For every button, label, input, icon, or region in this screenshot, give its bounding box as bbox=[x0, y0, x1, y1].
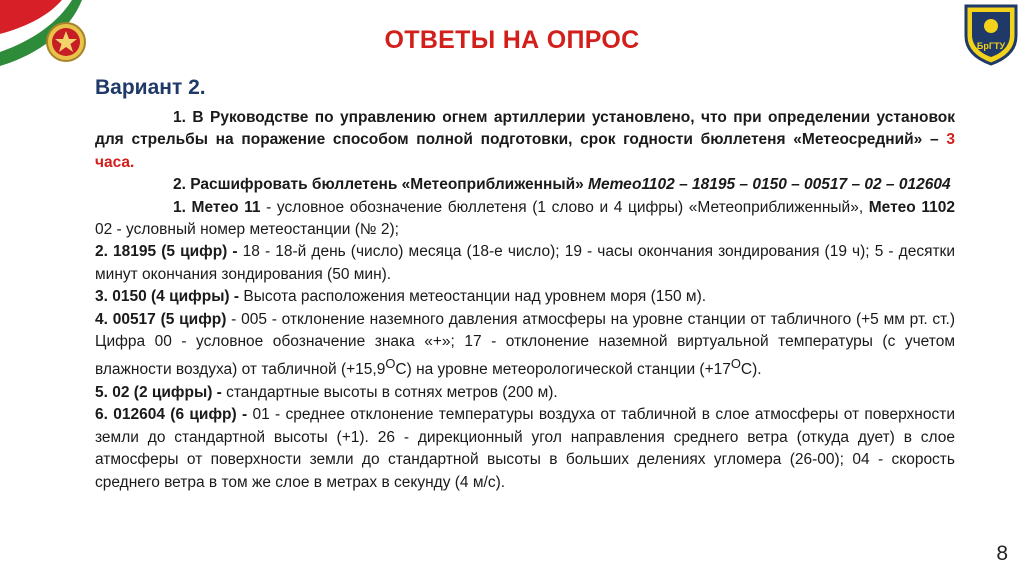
item-4-text-3: С). bbox=[740, 361, 762, 379]
question-1 bbox=[95, 107, 955, 174]
variant-heading: Вариант 2. bbox=[95, 76, 206, 99]
item-4-text-2: С) на уровне метеорологической станции (+17 bbox=[395, 361, 731, 379]
item-6-text: 01 - среднее отклонение температуры воздуха от табличной в слое атмосферы от поверхности земли до стандартной высоты (+1). 26 - дирекционный угол направления среднего ветра (откуда дует) в слое атмосферы от поверхности земли до стандартной высоты в больших делениях угломера (26-00); 04 - скорость среднего ветра в том же слое в метрах в секунду (4 м/с). bbox=[95, 406, 955, 491]
degree-mark-2: О bbox=[730, 356, 741, 372]
item-1 bbox=[95, 197, 955, 242]
item-5 bbox=[95, 382, 955, 404]
degree-mark: О bbox=[385, 356, 396, 372]
item-5-text: стандартные высоты в сотнях метров (200 м). bbox=[221, 384, 558, 402]
item-2 bbox=[95, 241, 955, 286]
item-1-label: 1. Метео 11 bbox=[173, 198, 261, 216]
item-2-text: 18 - 18-й день (число) месяца (18-е число); 19 - часы окончания зондирования (19 ч); 5 - десятки минут окончания зондирования (50 мин). bbox=[95, 243, 955, 283]
item-1-label-2: Метео 1102 bbox=[868, 198, 955, 216]
item-4 bbox=[95, 309, 955, 382]
item-4-label: 4. 00517 (5 цифр) bbox=[95, 310, 227, 328]
svg-text:БрГТУ: БрГТУ bbox=[976, 41, 1006, 51]
item-1-text-2: 02 - условный номер метеостанции (№ 2); bbox=[95, 221, 399, 239]
item-2-label: 2. 18195 (5 цифр) - bbox=[95, 243, 238, 261]
page-number: 8 bbox=[996, 542, 1008, 565]
item-3-text: Высота расположения метеостанции над уровнем моря (150 м). bbox=[239, 288, 707, 306]
item-1-text: - условное обозначение бюллетеня (1 слово и 4 цифры) «Метеоприближенный», bbox=[260, 198, 869, 216]
item-3 bbox=[95, 286, 955, 308]
item-6 bbox=[95, 404, 955, 494]
question-1-text: 1. В Руководстве по управлению огнем артиллерии установлено, что при определении установок для стрельбы на поражение способом полной подготовки, срок годности бюллетеня «Метеосредний» – bbox=[95, 109, 955, 149]
item-6-label: 6. 012604 (6 цифр) - bbox=[95, 406, 248, 424]
item-4-text: - 005 - отклонение наземного давления атмосферы на уровне станции от табличного (+5 мм рт. ст.) Цифра 00 - условное обозначение знака «+»; 17 - отклонение наземной виртуальной температуры (с учетом влажности воздуха) от табличной (+15,9 bbox=[95, 310, 956, 379]
meteo-code: Метео1102 – 18195 – 0150 – 00517 – 02 – 012604 bbox=[588, 176, 951, 194]
item-3-label: 3. 0150 (4 цифры) - bbox=[95, 288, 240, 306]
question-2 bbox=[95, 174, 955, 196]
page-title: ОТВЕТЫ НА ОПРОС bbox=[384, 26, 640, 54]
answers-content bbox=[95, 107, 955, 494]
question-2-text: 2. Расшифровать бюллетень «Метеоприближенный» bbox=[173, 176, 589, 194]
item-5-label: 5. 02 (2 цифры) - bbox=[95, 384, 222, 402]
question-1-answer: 3 часа. bbox=[95, 131, 955, 171]
